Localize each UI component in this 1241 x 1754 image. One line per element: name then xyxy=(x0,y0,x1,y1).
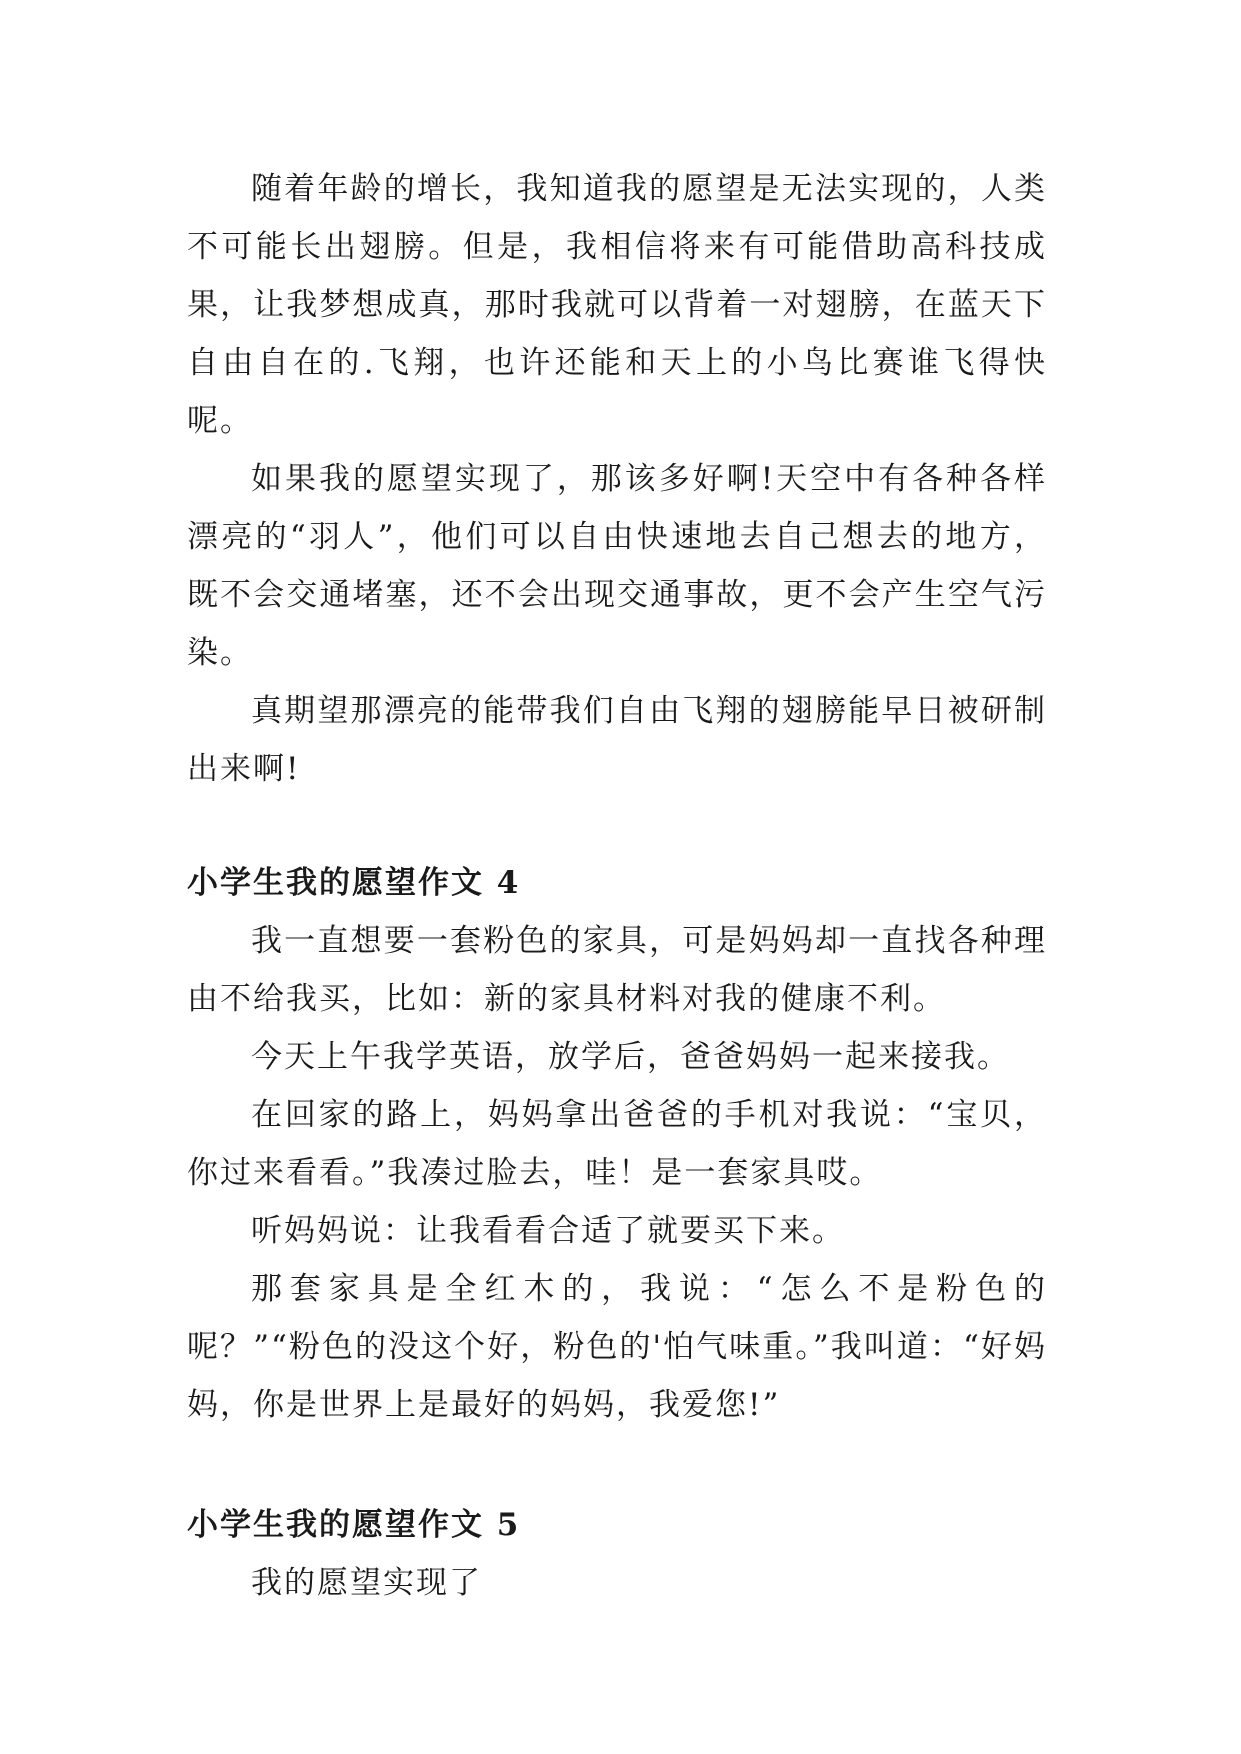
essay-section-5 xyxy=(187,1496,1047,1612)
paragraph: 真期望那漂亮的能带我们自由飞翔的翅膀能早日被研制出来啊! xyxy=(187,693,1047,787)
paragraph: 听妈妈说：让我看看合适了就要买下来。 xyxy=(251,1213,845,1249)
paragraph: 我的愿望实现了 xyxy=(251,1565,482,1601)
paragraph: 随着年龄的增长，我知道我的愿望是无法实现的，人类不可能长出翅膀。但是，我相信将来有可能借助高科技成果，让我梦想成真，那时我就可以背着一对翅膀，在蓝天下自由自在的.飞翔，也许还能和天上的小鸟比赛谁飞得快呢。 xyxy=(187,171,1047,439)
paragraph: 如果我的愿望实现了，那该多好啊!天空中有各种各样漂亮的“羽人”，他们可以自由快速地去自己想去的地方，既不会交通堵塞，还不会出现交通事故，更不会产生空气污染。 xyxy=(187,461,1047,671)
document-page xyxy=(187,160,1047,1612)
paragraph: 那套家具是全红木的，我说：“怎么不是粉色的呢？”“粉色的没这个好，粉色的'怕气味重。”我叫道：“好妈妈，你是世界上是最好的妈妈，我爱您!” xyxy=(187,1271,1047,1423)
essay-section-4 xyxy=(187,854,1047,1434)
essay-section-3 xyxy=(187,160,1047,798)
essay-heading: 小学生我的愿望作文 5 xyxy=(187,1507,521,1543)
section-spacer xyxy=(187,798,1047,854)
section-spacer xyxy=(187,1434,1047,1496)
essay-heading: 小学生我的愿望作文 4 xyxy=(187,865,521,901)
paragraph: 我一直想要一套粉色的家具，可是妈妈却一直找各种理由不给我买，比如：新的家具材料对我的健康不利。 xyxy=(187,923,1047,1017)
paragraph: 今天上午我学英语，放学后，爸爸妈妈一起来接我。 xyxy=(251,1039,1010,1075)
paragraph: 在回家的路上，妈妈拿出爸爸的手机对我说：“宝贝，你过来看看。”我凑过脸去，哇！是一套家具哎。 xyxy=(187,1097,1047,1191)
